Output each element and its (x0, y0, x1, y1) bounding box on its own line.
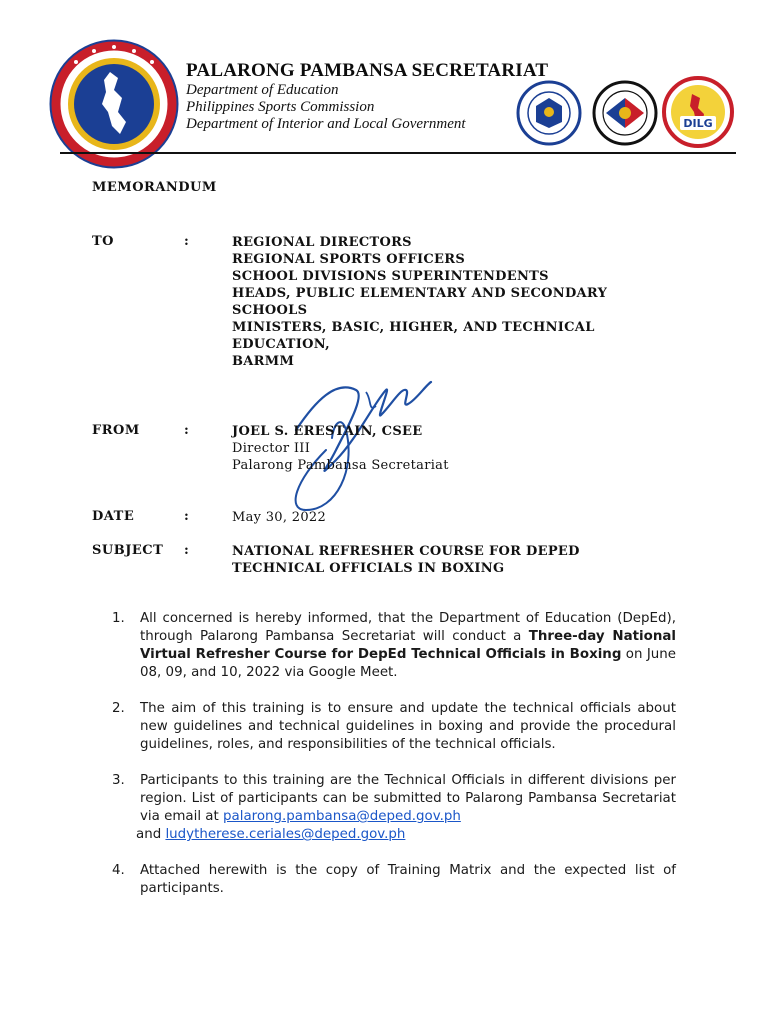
item-number: 3. (112, 773, 125, 788)
from-label: FROM (92, 423, 140, 438)
paragraph-text: and (136, 827, 166, 842)
item-number: 1. (112, 611, 125, 626)
deped-seal (516, 80, 582, 146)
date-label: DATE (92, 509, 135, 524)
paragraph-text: on June 08, 09, and 10, 2022 via Google Meet. (140, 647, 676, 680)
date-colon: : (184, 509, 189, 524)
subject-line: NATIONAL REFRESHER COURSE FOR DEPED (232, 544, 580, 559)
agency-line-2: Philippines Sports Commission (186, 99, 375, 115)
recipient-line: SCHOOL DIVISIONS SUPERINTENDENTS (232, 269, 549, 284)
recipient-line: REGIONAL DIRECTORS (232, 235, 412, 250)
letterhead-text (186, 60, 548, 133)
paragraph-bold: Three-day National Virtual Refresher Course for DepEd Technical Officials in Boxing (140, 629, 677, 662)
agency-line-1: Department of Education (186, 82, 339, 98)
list-item (112, 700, 676, 754)
svg-text:DILG: DILG (683, 117, 713, 130)
from-name: JOEL S. ERESTAIN, CSEE (232, 424, 423, 439)
to-label: TO (92, 234, 114, 249)
psc-seal (592, 80, 658, 146)
memo-body (112, 610, 676, 916)
paragraph-text: Participants to this training are the Technical Officials in different divisions per region. List of participants can be submitted to Palarong Pambansa Secretariat via email at (140, 773, 676, 824)
email-link-ceriales[interactable]: ludytherese.ceriales@deped.gov.ph (165, 827, 406, 842)
email-link-palarong[interactable]: palarong.pambansa@deped.gov.ph (223, 809, 461, 824)
to-colon: : (184, 234, 189, 249)
recipient-line: MINISTERS, BASIC, HIGHER, AND TECHNICAL EDUCATION, (232, 320, 595, 352)
recipient-line: HEADS, PUBLIC ELEMENTARY AND SECONDARY SCHOOLS (232, 286, 608, 318)
subject-colon: : (184, 543, 189, 558)
paragraph-text: Attached herewith is the copy of Training Matrix and the expected list of participants. (140, 863, 676, 896)
subject-value (232, 543, 652, 577)
paragraph-text: All concerned is hereby informed, that the Department of Education (DepEd), through Palarong Pambansa Secretariat will conduct a (140, 611, 676, 644)
palarong-pambansa-logo (48, 38, 180, 170)
list-item (112, 772, 676, 844)
date-value: May 30, 2022 (232, 510, 327, 525)
to-recipients (232, 234, 652, 370)
dilg-seal (662, 76, 734, 148)
list-item (112, 610, 676, 682)
from-title: Director III (232, 441, 311, 456)
from-block (232, 423, 652, 474)
list-item (112, 862, 676, 898)
recipient-line: BARMM (232, 354, 295, 369)
letterhead (0, 0, 768, 160)
paragraph-text: The aim of this training is to ensure and update the technical officials about new guidelines and technical guidelines in boxing and provide the procedural guidelines, roles, and responsibilities of the technical officials. (140, 701, 676, 752)
subject-line: TECHNICAL OFFICIALS IN BOXING (232, 561, 505, 576)
from-colon: : (184, 423, 189, 438)
header-divider (60, 152, 736, 154)
subject-label: SUBJECT (92, 543, 164, 558)
from-office: Palarong Pambansa Secretariat (232, 458, 449, 473)
memorandum-heading: MEMORANDUM (92, 180, 217, 195)
recipient-line: REGIONAL SPORTS OFFICERS (232, 252, 466, 267)
item-number: 2. (112, 701, 125, 716)
item-number: 4. (112, 863, 125, 878)
secretariat-title: PALARONG PAMBANSA SECRETARIAT (186, 60, 549, 81)
agency-line-3: Department of Interior and Local Government (186, 116, 466, 132)
